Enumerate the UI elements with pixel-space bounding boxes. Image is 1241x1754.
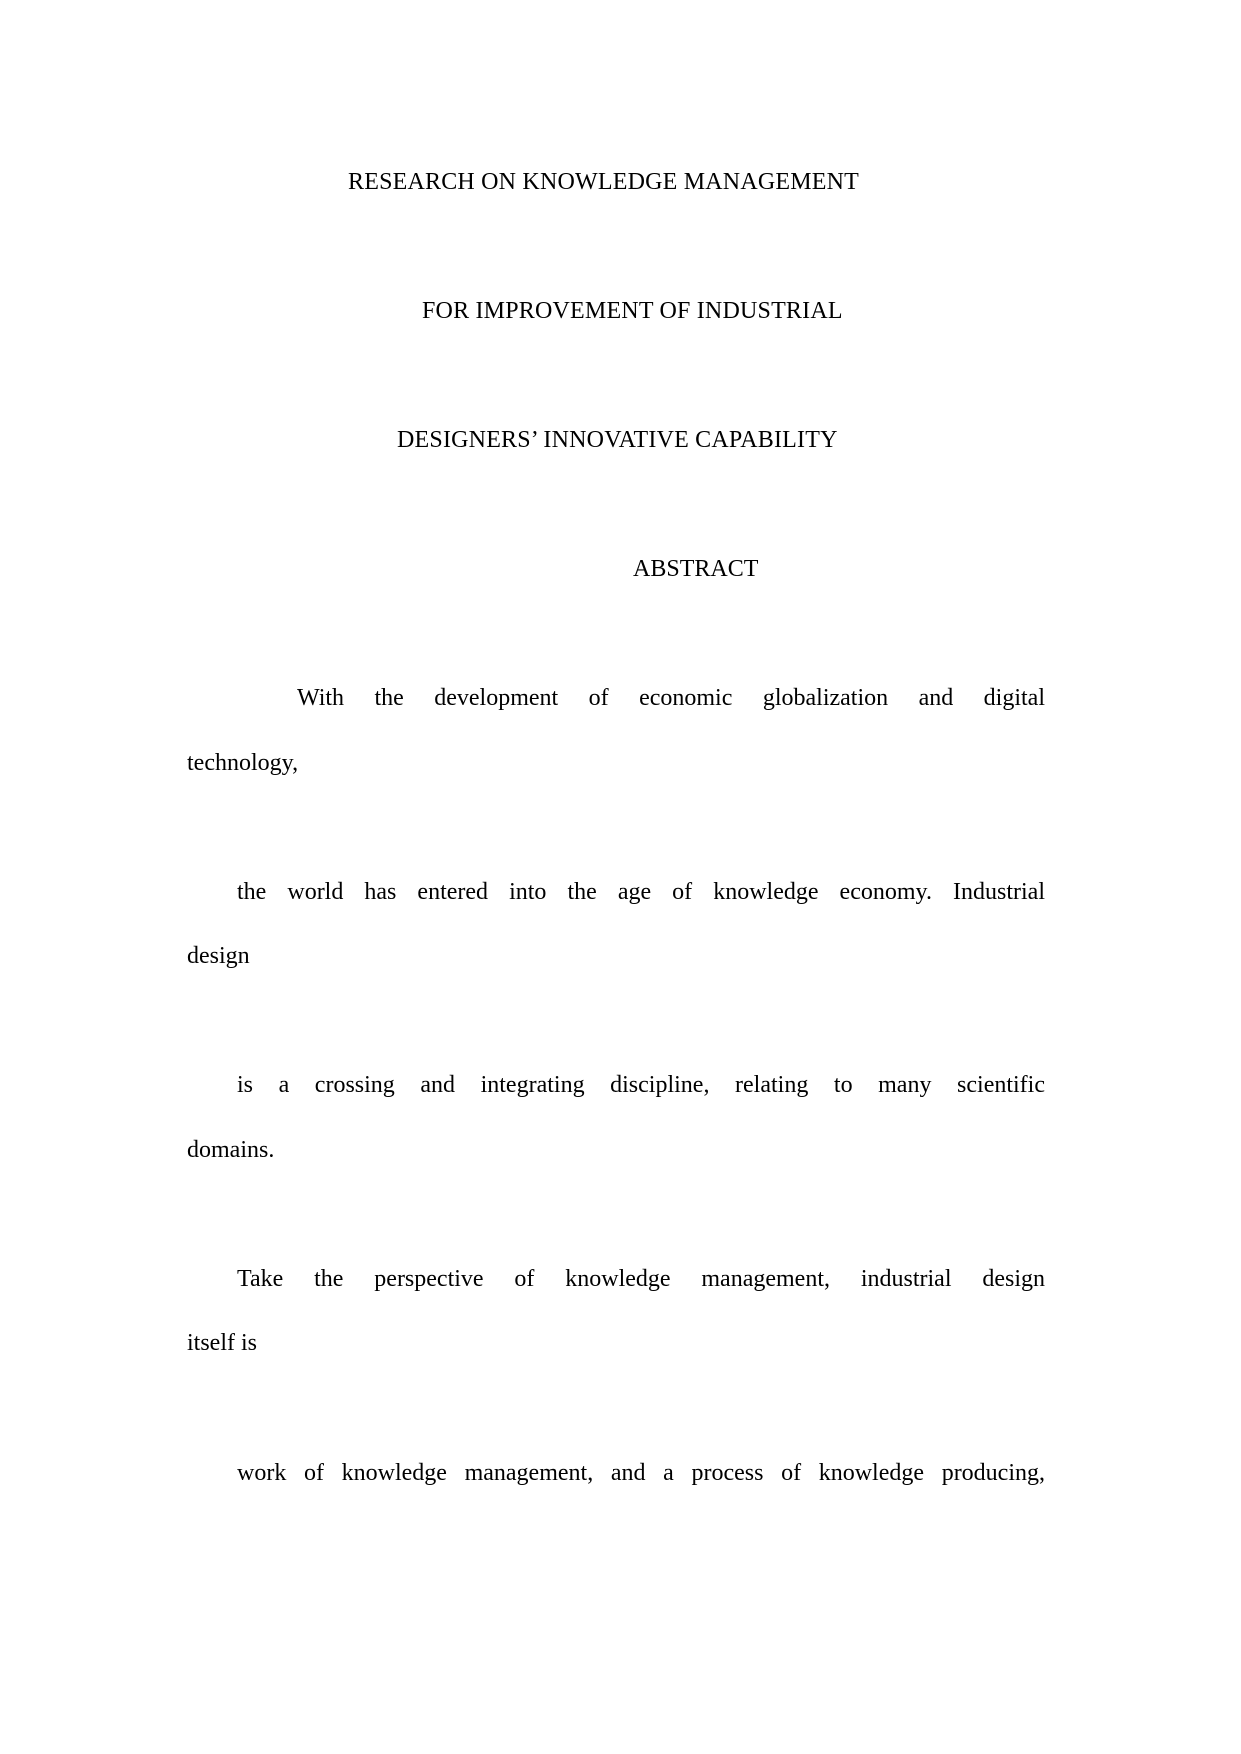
paragraph-4-line-1: Take the perspective of knowledge management, industrial design [237,1266,1045,1292]
paragraph-3-line-2: domains. [187,1137,275,1163]
paragraph-3-line-1: is a crossing and integrating discipline, relating to many scientific [237,1072,1045,1098]
paragraph-2-line-2: design [187,943,250,969]
paragraph-1-line-1: With the development of economic globalization and digital [297,685,1045,711]
title-line-2: FOR IMPROVEMENT OF INDUSTRIAL [422,298,843,324]
title-line-3: DESIGNERS’ INNOVATIVE CAPABILITY [397,427,838,453]
paragraph-2-line-1: the world has entered into the age of knowledge economy. Industrial [237,879,1045,905]
paragraph-5-line-1: work of knowledge management, and a process of knowledge producing, [237,1460,1045,1486]
paragraph-1-line-2: technology, [187,750,299,776]
paragraph-4-line-2: itself is [187,1330,257,1356]
title-line-1: RESEARCH ON KNOWLEDGE MANAGEMENT [348,169,860,195]
abstract-heading: ABSTRACT [633,556,759,582]
